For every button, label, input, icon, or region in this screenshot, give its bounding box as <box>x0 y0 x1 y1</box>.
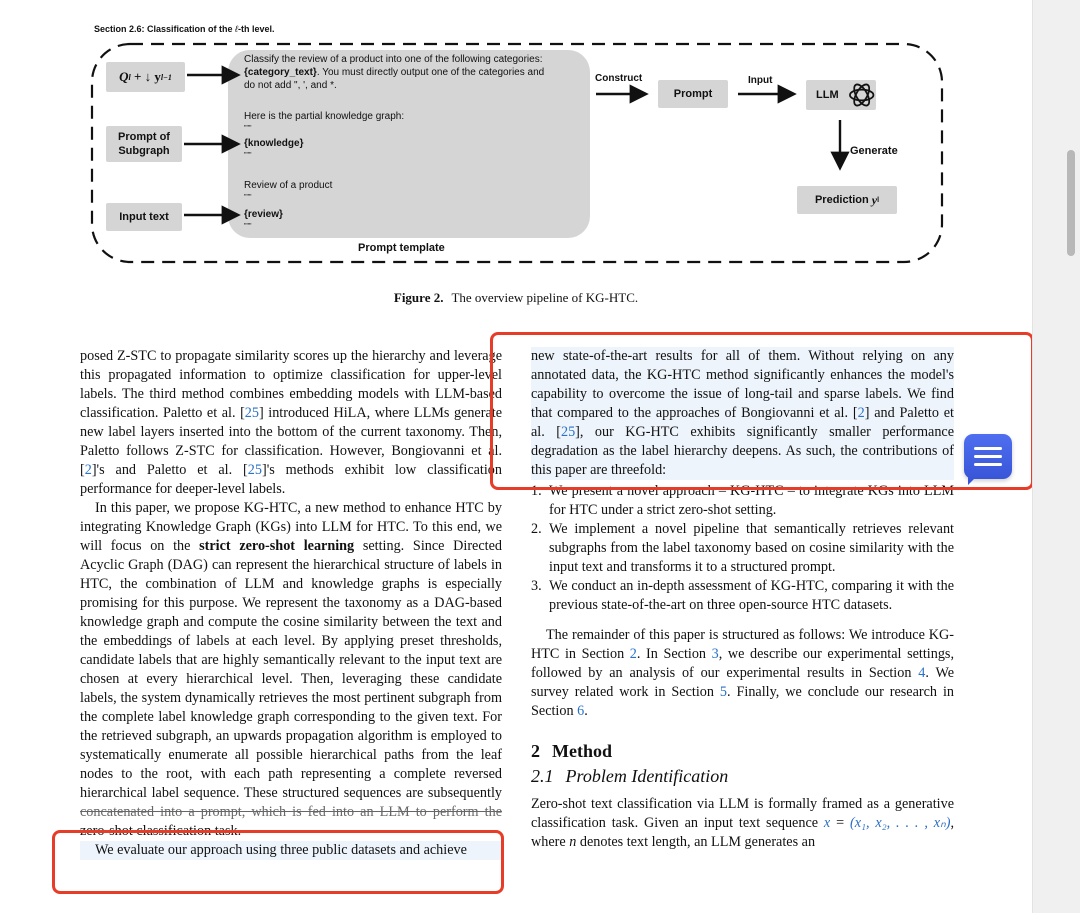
input-label: Input <box>748 75 773 86</box>
prediction-box: Prediction y l <box>797 186 897 214</box>
section-link[interactable]: 3 <box>711 646 719 662</box>
annotation-highlight-box <box>52 830 504 894</box>
figure-caption: Figure 2. The overview pipeline of KG-HTC. <box>393 290 639 305</box>
paragraph-highlighted: new state-of-the-art results for all of them. Without relying on any annotated data, the KG-HTC method significantly enhances the model's capability to overcome the issue of long-tail and sparse labels. We find that compared to the approaches of Bongiovanni et al. [2] and Paletto et al. [25], our KG-HTC exhibits significantly smaller performance degradation as the label hierarchy deepens. As such, the contributions of this paper are threefold: <box>531 348 955 478</box>
list-item: 1. We present a novel approach – KG-HTC – to integrate KGs into LLM for HTC under a strict zero-shot setting. <box>531 483 954 518</box>
figure-section-title: Section 2.6: Classification of the ℓ-th level. <box>94 24 275 34</box>
scrollbar-track[interactable] <box>1032 0 1080 913</box>
scrollbar-thumb[interactable] <box>1067 150 1075 256</box>
section-link[interactable]: 4 <box>918 665 926 681</box>
section-link[interactable]: 5 <box>719 684 727 700</box>
annotation-highlight-box <box>490 332 1034 490</box>
input-text-box: Input text <box>106 203 182 231</box>
list-item: 2. We implement a novel pipeline that semantically retrieves relevant subgraphs from the label taxonomy based on cosine similarity with the input text and transforms it to a structured prompt. <box>531 521 954 575</box>
prompt-of-subgraph-box: Prompt of Subgraph <box>106 126 182 162</box>
chat-icon-line <box>974 455 1002 458</box>
llm-box: LLM <box>806 80 876 110</box>
list-item: 3. We conduct an in-depth assessment of KG-HTC, comparing it with the previous state-of-the-art on three open-source HTC datasets. <box>531 578 954 613</box>
paragraph: In this paper, we propose KG-HTC, a new method to enhance HTC by integrating Knowledge Graph (KGs) into LLM for HTC. To this end, we will focus on the strict zero-shot learning setting. Since Directed Acyclic Graph (DAG) can represent the hierarchical structure of labels in HTC, the combination of LLM and knowledge graphs is especially promising for this purpose. We represent the taxonomy as a DAG-based knowledge graph and compute the cosine similarity between the text and the embeddings of labels at each level. By applying preset thresholds, candidate labels that are highly semantically relevant to the input text are chosen at every hierarchical level. Then, leveraging these candidate labels, the system dynamically retrieves the most pertinent subgraph from the complete label knowledge graph corresponding to the given text. For the retrieved subgraph, an upwards propagation algorithm is employed to systematically enumerate all possible hierarchical paths from the leaf nodes to the root, with each path representing a complete reversed hierarchical label sequence. These structured sequences are subsequently concatenated into a prompt, which is fed into an LLM to perform the zero-shot classification task. <box>80 500 502 839</box>
section-heading: 2 Method <box>531 741 612 761</box>
paragraph: Zero-shot text classification via LLM is formally framed as a generative classification task. Given an input text sequence x = (x₁, x₂, . . . , xₙ), where n denotes text length, an LLM generates an <box>531 796 954 850</box>
generate-label: Generate <box>850 145 898 157</box>
contributions-list <box>531 482 954 615</box>
prompt-box: Prompt <box>658 80 728 108</box>
template-review: {review} <box>244 209 283 220</box>
citation-link[interactable]: 25 <box>560 424 576 440</box>
citation-link[interactable]: 2 <box>84 462 92 478</box>
paragraph-highlighted: We evaluate our approach using three public datasets and achieve <box>80 841 502 860</box>
template-quotes: """ <box>244 194 252 201</box>
template-line: Review of a product <box>244 180 333 191</box>
chat-icon-line <box>974 463 1002 466</box>
citation-link[interactable]: 25 <box>244 405 259 421</box>
chat-icon <box>974 447 1002 450</box>
template-line: do not add ", ', and *. <box>244 80 337 91</box>
paragraph: posed Z-STC to propagate similarity scores up the hierarchy and leverage this propagated information to optimize classification for upper-level labels. The third method combines embedding models with LLM-based classification. Paletto et al. [25] introduced HiLA, where LLMs generate new label layers inserted into the bottom of the current taxonomy. Then, Paletto follows Z-STC for classification. However, Bongiovanni et al. [2]'s and Paletto et al. [25]'s methods exhibit low classification performance for deeper-level labels. <box>80 348 502 497</box>
section-link[interactable]: 6 <box>577 703 585 719</box>
template-line: Classify the review of a product into one of the following categories: <box>244 54 543 65</box>
template-quotes: """ <box>244 223 252 230</box>
prompt-template-caption: Prompt template <box>358 242 445 254</box>
paragraph: The remainder of this paper is structured as follows: We introduce KG-HTC in Section 2. In Section 3, we describe our experimental settings, followed by an analysis of our experimental results in Section 4. We survey related work in Section 5. Finally, we conclude our research in Section 6. <box>531 627 954 719</box>
template-quotes: """ <box>244 125 252 132</box>
openai-logo-icon <box>847 80 876 110</box>
chat-bubble-tail <box>968 477 976 485</box>
template-line: {category_text}. You must directly output one of the categories and <box>244 67 545 78</box>
citation-link[interactable]: 2 <box>857 405 865 421</box>
section-link[interactable]: 2 <box>629 646 637 662</box>
construct-label: Construct <box>595 73 643 84</box>
citation-link[interactable]: 25 <box>247 462 262 478</box>
template-knowledge: {knowledge} <box>244 138 304 149</box>
template-quotes: """ <box>244 152 252 159</box>
template-line: Here is the partial knowledge graph: <box>244 111 405 122</box>
subsection-heading: 2.1 Problem Identification <box>531 766 729 786</box>
left-text-column <box>80 347 502 860</box>
chat-assistant-button[interactable] <box>964 434 1012 479</box>
query-formula-box: Q l + ↓ y l−1 <box>106 62 185 92</box>
